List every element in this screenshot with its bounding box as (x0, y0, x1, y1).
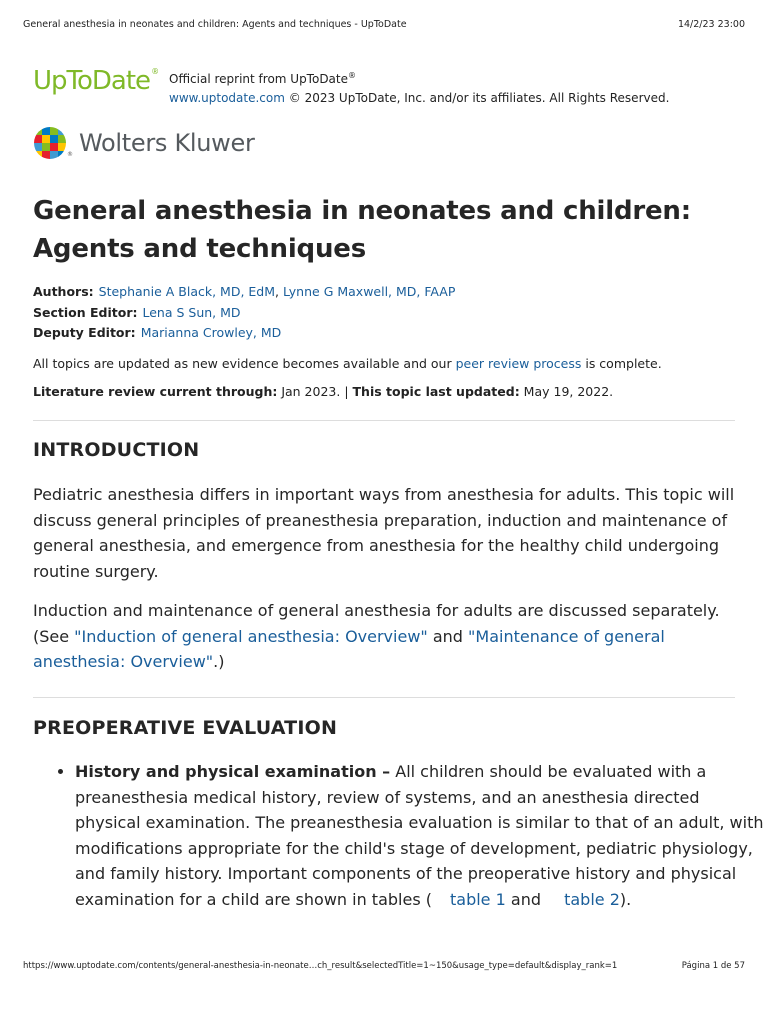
bullet-mid: and (505, 889, 547, 909)
maintenance-overview-link[interactable]: "Maintenance of general anesthesia: Overview" (33, 626, 665, 671)
intro-p2-post: .) (213, 652, 225, 671)
review-dates (33, 382, 735, 402)
brand-row (33, 66, 669, 108)
divider (33, 697, 735, 698)
lit-review-value: Jan 2023. | (277, 383, 353, 399)
article-header (33, 192, 735, 402)
bullet-post: ). (619, 889, 632, 909)
uptodate-logo-text: UpToDate (33, 66, 151, 96)
deputy-editor-row (33, 323, 735, 344)
publisher-mark: ® (67, 151, 73, 158)
deputy-editor-label: Deputy Editor: (33, 325, 136, 340)
divider (33, 420, 735, 421)
list-item (75, 759, 765, 912)
section-editor-row (33, 303, 735, 324)
section-editor-label: Section Editor: (33, 304, 138, 320)
print-footer-url: https://www.uptodate.com/contents/general-anesthesia-in-neonate…ch_result&selectedTitle=1~150&usage_type=default&display_rank=1 (23, 961, 618, 971)
intro-p2-pre: Induction and maintenance of general anesthesia for adults are discussed separately. (See (33, 601, 720, 646)
lit-review-label: Literature review current through: (33, 383, 278, 399)
author-separator: , (275, 284, 283, 299)
reprint-line: Official reprint from UpToDate (169, 72, 348, 86)
reprint-notice (169, 66, 669, 108)
peer-review-link[interactable]: peer review process (455, 355, 582, 371)
deputy-editor-link[interactable]: Marianna Crowley, MD (140, 325, 282, 340)
bullet-label: History and physical examination – (75, 762, 391, 781)
page-title: General anesthesia in neonates and children: Agents and techniques (33, 196, 691, 264)
section-editor-link[interactable]: Lena S Sun, MD (142, 304, 241, 320)
intro-p2-mid: and (427, 626, 469, 646)
print-footer (23, 961, 745, 971)
update-note-pre: All topics are updated as new evidence becomes available and our (33, 355, 456, 371)
update-note (33, 354, 735, 374)
copyright: © 2023 UpToDate, Inc. and/or its affiliates. All Rights Reserved. (284, 91, 670, 105)
print-header (23, 19, 745, 30)
uptodate-logo[interactable] (33, 68, 169, 94)
authors-row (33, 282, 735, 303)
table-2-link[interactable]: table 2 (564, 889, 620, 909)
intro-paragraph-2 (33, 598, 738, 675)
print-footer-page: Página 1 de 57 (681, 961, 745, 971)
preop-bullet-list (33, 759, 765, 912)
author-link[interactable]: Lynne G Maxwell, MD, FAAP (282, 284, 456, 299)
last-updated-label: This topic last updated: (352, 383, 520, 399)
author-link[interactable]: Stephanie A Black, MD, EdM (98, 284, 276, 299)
publisher-name: Wolters Kluwer (79, 129, 255, 157)
reprint-mark: ® (348, 71, 356, 80)
print-header-title: General anesthesia in neonates and children: Agents and techniques - UpToDate (23, 19, 407, 30)
introduction-heading: INTRODUCTION (33, 439, 200, 461)
authors-label: Authors: (33, 284, 94, 299)
wolters-kluwer-logo[interactable] (33, 126, 255, 160)
intro-paragraph-1: Pediatric anesthesia differs in important ways from anesthesia for adults. This topic will discuss general principles of preanesthesia preparation, induction and maintenance of general anesthesia, and emergence from anesthesia for the healthy child undergoing routine surgery. (33, 485, 735, 581)
print-header-datetime: 14/2/23 23:00 (677, 19, 745, 30)
last-updated-value: May 19, 2022. (519, 383, 614, 399)
induction-overview-link[interactable]: "Induction of general anesthesia: Overview" (74, 626, 428, 646)
bullet-text: All children should be evaluated with a preanesthesia medical history, review of systems, and an anesthesia directed physical examination. The preanesthesia evaluation is similar to that of an adult, with modifications appropriate for the child's stage of development, pediatric physiology, and family history. Important components of the preoperative history and physical examination for a child are shown in tables ( (75, 762, 764, 909)
uptodate-logo-mark: ® (151, 67, 159, 76)
preoperative-evaluation-heading: PREOPERATIVE EVALUATION (33, 717, 338, 739)
table-1-link[interactable]: table 1 (450, 889, 506, 909)
site-link[interactable]: www.uptodate.com (169, 91, 285, 105)
wolters-kluwer-globe-icon (33, 126, 67, 160)
update-note-post: is complete. (581, 355, 662, 371)
